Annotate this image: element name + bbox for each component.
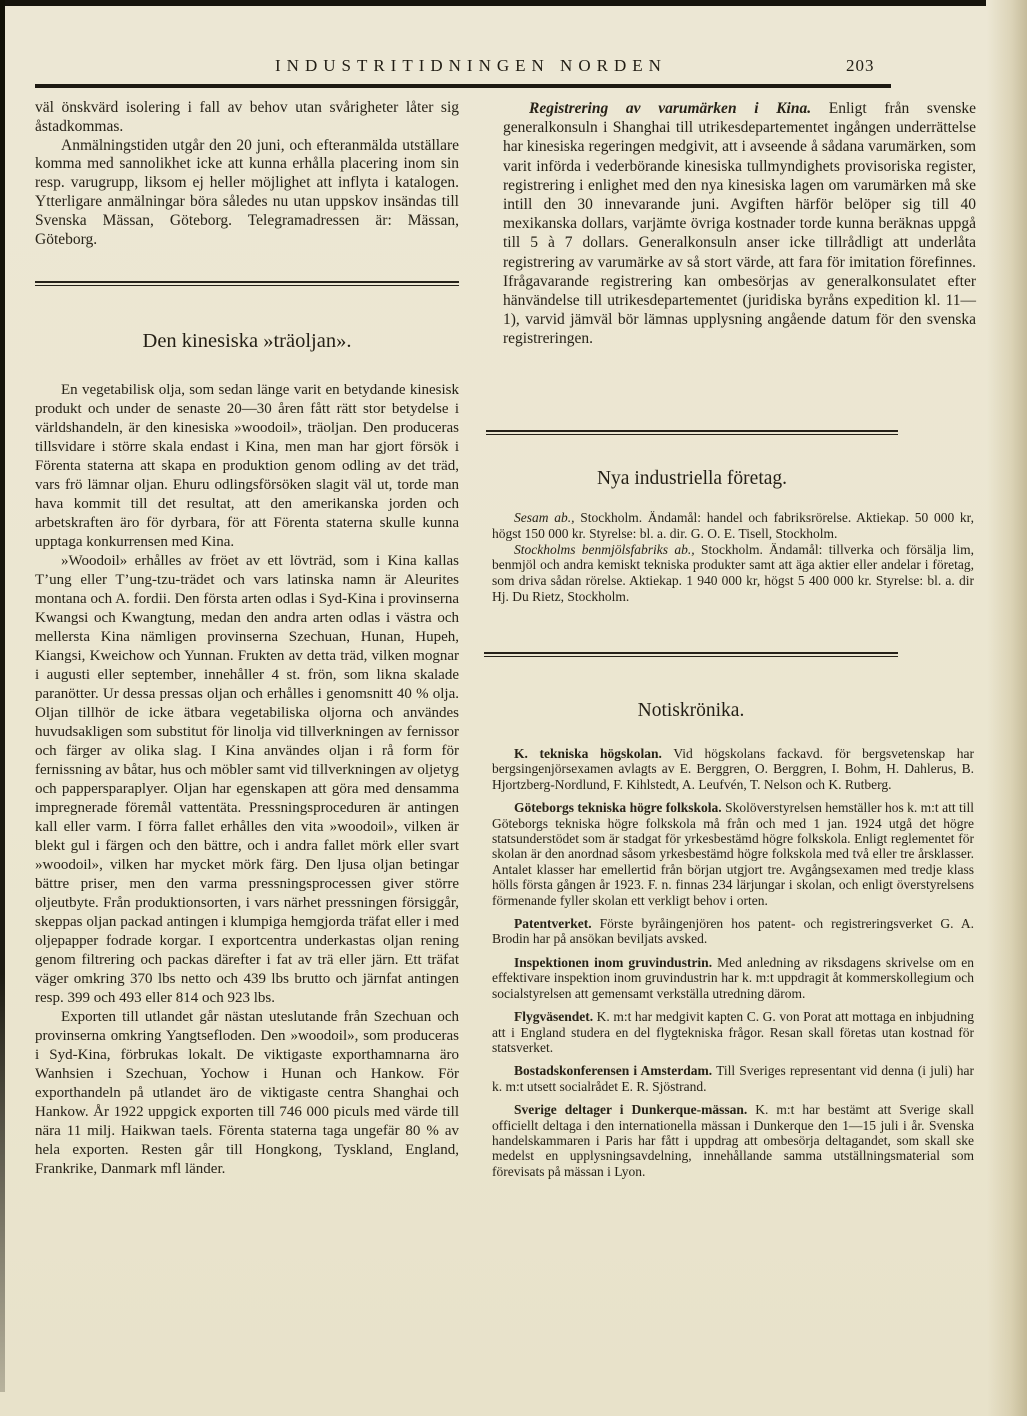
news-lead: Patentverket. xyxy=(514,916,592,932)
news-lead: K. tekniska högskolan. xyxy=(514,746,662,761)
article-traoljan-body xyxy=(35,381,459,1179)
article-paragraph: Exporten till utlandet går nästan uteslutande från Szechuan och provinserna omkring Yangtsefloden. Den »woodoil», som produceras i Syd-Kina, förbrukas lokalt. De viktigaste exporthamnarna äro Wanhsien i Szechuan, Yochow i Hunan och Hankow. För exporthandeln på utlandet äro de viktigaste centra Shanghai och Hankow. År 1922 uppgick exporten till 746 000 piculs med värde till nära 11 milj. Haikwan taels. Förenta staterna taga ungefär 80 % av hela exporten. Resten går till Hongkong, Tyskland, England, Frankrike, Danmark mfl länder. xyxy=(35,1009,459,1177)
news-lead: Sverige deltager i Dunkerque-mässan. xyxy=(514,1102,748,1118)
news-body: Förste byråingenjören hos patent- och registreringsverket G. A. Brodin har på ansökan beviljats avsked. xyxy=(492,916,974,947)
company-name: Sesam ab., xyxy=(514,510,575,525)
intro-paragraph: väl önskvärd isolering i fall av behov utan svårigheter låter sig åstadkommas. xyxy=(35,99,459,135)
article-heading-traoljan: Den kinesiska »träoljan». xyxy=(142,330,352,352)
news-body: K. m:t har medgivit kapten C. G. von Porat att mottaga en inbjudning att i England studera en del flygtekniska frågor. Resan skall företas utan kostnad för statsverket. xyxy=(492,1009,974,1055)
companies-list xyxy=(492,510,974,605)
section-heading-notiskronika: Notiskrönika. xyxy=(637,700,745,721)
news-body: Vid högskolans fackavd. för bergsvetenskap har bergsingenjörsexamen avlagts av E. Berggren, O. Berggren, I. Bohm, H. Dahlerus, B. Hjortzberg-Nordlund, F. Kihlstedt, A. Leufvén, T. Nelson och K. Rutberg. xyxy=(492,746,974,792)
company-item xyxy=(492,510,974,542)
news-item xyxy=(492,955,974,1001)
scan-edge-right xyxy=(987,0,1027,1416)
scan-edge-left xyxy=(0,0,5,1392)
section-divider-rule xyxy=(484,652,898,657)
company-details: Stockholm. Ändamål: tillverka och försälja lim, benmjöl och andra kemiskt tekniska produkter samt att äga aktier eller andelar i företag, som driva sådan rörelse. Aktiekap. 1 940 000 kr, högst 5 400 000 kr. Styrelse: bl. a. dir Hj. Du Rietz, Stockholm. xyxy=(492,541,974,604)
left-column-intro xyxy=(35,99,459,249)
intro-paragraph: Anmälningstiden utgår den 20 juni, och efteranmälda utställare komma med sannolikhet icke att kunna erhålla placering inom sin resp. varugrupp, liksom ej heller möjlighet att inflyta i katalogen. Ytterligare anmälningar böra således nu utan uppskov insändas till Svenska Mässan, Göteborg. Telegramadressen är: Mässan, Göteborg. xyxy=(35,136,459,248)
article-paragraph: »Woodoil» erhålles av fröet av ett lövträd, som i Kina kallas T’ung eller T’ung-tzu-trädet och vars latinska namn är Aleurites montana och A. fordii. Den första arten odlas i Syd-Kina i provinserna Kwangsi och Kwangtung, medan den andra arten odlas i västra och mellersta Kina nämligen provinserna Szechuan, Hunan, Hupeh, Kiangsi, Kweichow och Yunnan. Frukten av detta träd, vilken mognar i augusti eller september, innehåller 4 st. frön, som likna skalade paranötter. Ur dessa pressas oljan och erhålles i genomsnitt 40 % olja. Oljan tillhör de icke ätbara vegetabiliska oljorna och användes huvudsakligen som substitut för linolja vid tillverkningen av fernissor och färger av olika slag. I Kina användes oljan i rå form för fernissning av båtar, hus och möbler samt vid tillverkningen av oljetyg och pappersparaplyer. Oljan har egenskapen att göra med densamma impregnerade föremål vattentäta. Pressningsproceduren är antingen kall eller varm. I förra fallet erhålles den vita »woodoil», vilken är blekt gul i färgen och den bättre, och i andra fallet mörk eller svart »woodoil», vilken har mycket mörk färg. Den ljusa oljan betingar bättre priser, men den varma pressningsprocessen giver större oljeutbyte. Från produktionsorten, i vars närhet pressningen försiggår, skeppas oljan packad antingen i klumpiga hemgjorda träfat eller i med oljepapper fodrade korgar. I exportcentra underkastas oljan rening genom filtrering och packas därefter i fat av trä eller järn. Ett träfat väger omkring 370 lbs netto och 439 lbs brutto och järnfat antingen resp. 399 och 493 eller 814 och 923 lbs. xyxy=(35,553,459,1006)
notice-registrering xyxy=(503,99,976,349)
news-lead: Göteborgs tekniska högre folkskola. xyxy=(514,800,722,816)
scan-edge-top xyxy=(0,0,986,6)
news-item xyxy=(492,746,974,792)
header-rule xyxy=(35,84,891,88)
notice-paragraph xyxy=(503,99,976,349)
news-item xyxy=(492,1063,974,1094)
page-number: 203 xyxy=(846,56,875,75)
news-item xyxy=(492,800,974,908)
news-body: K. m:t har bestämt att Sverige skall officiellt deltaga i den internationella mässan i Dunkerque den 1—15 juli i år. Svenska handelskammaren i Paris har fått i uppdrag att ombesörja deltagandet, som skall ske medelst en upplysningsavdelning, innehållande samma utställningsmaterial som förevisats på mässan i Lyon. xyxy=(492,1102,975,1179)
news-lead: Inspektionen inom gruvindustrin. xyxy=(514,954,713,970)
section-divider-rule xyxy=(35,281,459,286)
company-details: Stockholm. Ändamål: handel och fabriksrörelse. Aktiekap. 50 000 kr, högst 150 000 kr. Styrelse: bl. a. dir. G. O. E. Tisell, Stockholm. xyxy=(492,510,975,541)
notiskronika-list xyxy=(492,746,974,1187)
article-paragraph: En vegetabilisk olja, som sedan länge varit en betydande kinesisk produkt och under de senaste 20—30 åren fått rätt stor betydelse i världshandeln, är den kinesiska »woodoil», träoljan. Den produceras tillsvidare i större skala endast i Kina, men man har gjort försök i Förenta staterna att skapa en produktion genom odling av det träd, vars frö lämnar oljan. Ehuru odlingsförsöken slagit väl ut, torde man hava kommit till det resultat, att den amerikanska jorden och arbetskraften äro för dyrbara, för att Förenta staterna skulle kunna upptaga konkurrensen med Kina. xyxy=(35,382,459,550)
news-item xyxy=(492,916,974,947)
news-body: Skolöverstyrelsen hemställer hos k. m:t att till Göteborgs tekniska högre folkskola må från och med 1 jan. 1924 utgå det högre statsunderstödet som är stadgat för yrkesbestämd högre folkskola. Enligt reglementet för skolan är den anordnad såsom yrkesbestämd högre folkskola med två eller tre årsklasser. Antalet klasser har emellertid från början utgjort tre. Avgångsexamen med tredje klass hölls första gången år 1923. F. n. finnas 234 lärjungar i skolan, och enligt överstyrelsens förmenande fyller skolan ett verkligt behov i orten. xyxy=(492,800,975,908)
journal-title: INDUSTRITIDNINGEN NORDEN xyxy=(275,56,667,75)
news-body: Till Sveriges representant vid denna (i juli) har k. m:t utsett socialrådet E. R. Sjöstrand. xyxy=(492,1063,974,1094)
news-item xyxy=(492,1102,974,1179)
notice-body: Enligt från svenske generalkonsuln i Shanghai till utrikesdepartementet ingången underrättelse har kinesiska regeringen medgivit, att i avseende å sådana varumärken, som varit införda i vederbörande kinesiska tullmyndighets provisoriska register, registrering i enlighet med den nya kinesiska lagen om varumärken må ske intill den 30 innevarande juni. Avgiften härför belöper sig till 40 mexikanska dollars, varjämte övriga kostnader torde kunna beräknas uppgå till 5 à 7 dollars. Generalkonsuln anser icke tillrådligt att underlåta registrering av varumärke av så stort värde, att fara för imitation förefinnes. Ifrågavarande registrering kan ombesörjas av generalkonsulatet efter hänvändelse till utrikesdepartementet (juridiska byråns expedition kl. 11—1), varvid jämväl bör lämnas upplysning angående datum för den svenska registreringen. xyxy=(503,100,977,348)
news-item xyxy=(492,1009,974,1055)
company-name: Stockholms benmjölsfabriks ab., xyxy=(514,541,695,557)
notice-lead: Registrering av varumärken i Kina. xyxy=(529,100,812,117)
company-item xyxy=(492,542,974,605)
news-lead: Flygväsendet. xyxy=(514,1009,594,1025)
news-lead: Bostadskonferensen i Amsterdam. xyxy=(514,1063,713,1079)
news-body: Med anledning av riksdagens skrivelse om en effektivare inspektion inom gruvindustrin har k. m:t uppdragit åt kommerskollegium och socialstyrelsen att gemensamt verkställa utredning därom. xyxy=(492,954,975,1001)
section-heading-companies: Nya industriella företag. xyxy=(596,468,788,489)
section-divider-rule xyxy=(486,430,898,435)
